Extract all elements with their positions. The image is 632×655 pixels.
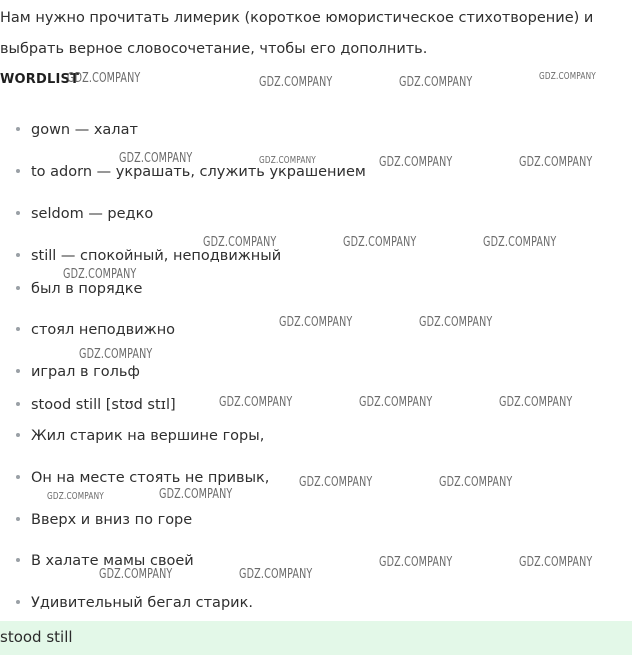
watermark-text: GDZ.COMPANY bbox=[539, 71, 596, 82]
watermark-text: GDZ.COMPANY bbox=[379, 555, 453, 570]
list-item: Удивительный бегал старик. bbox=[16, 595, 253, 611]
watermark-text: GDZ.COMPANY bbox=[499, 395, 573, 410]
list-item: Вверх и вниз по горе bbox=[16, 512, 192, 528]
list-item: stood still [stʊd stɪl] bbox=[16, 397, 176, 413]
watermark-text: GDZ.COMPANY bbox=[519, 555, 593, 570]
bullet-icon bbox=[16, 369, 20, 373]
bullet-icon bbox=[16, 169, 20, 173]
wordlist-heading: WORDLIST bbox=[0, 72, 80, 87]
watermark-text: GDZ.COMPANY bbox=[483, 235, 557, 250]
list-item: стоял неподвижно bbox=[16, 322, 175, 338]
watermark-text: GDZ.COMPANY bbox=[159, 487, 233, 502]
list-item: Он на месте стоять не привык, bbox=[16, 470, 269, 486]
watermark-text: GDZ.COMPANY bbox=[259, 155, 316, 166]
list-item: to adorn — украшать, служить украшением bbox=[16, 164, 366, 180]
watermark-text: GDZ.COMPANY bbox=[219, 395, 293, 410]
bullet-icon bbox=[16, 475, 20, 479]
watermark-text: GDZ.COMPANY bbox=[279, 315, 353, 330]
answer-box bbox=[0, 621, 632, 655]
bullet-icon bbox=[16, 402, 20, 406]
list-item: seldom — редко bbox=[16, 206, 153, 222]
watermark-text: GDZ.COMPANY bbox=[47, 491, 104, 502]
watermark-text: GDZ.COMPANY bbox=[379, 155, 453, 170]
bullet-icon bbox=[16, 433, 20, 437]
watermark-text: GDZ.COMPANY bbox=[519, 155, 593, 170]
intro-paragraph: Нам нужно прочитать лимерик (короткое юмористическое стихотворение) и выбрать верное словосочетание, чтобы его дополнить. bbox=[0, 10, 594, 57]
watermark-text: GDZ.COMPANY bbox=[259, 75, 333, 90]
list-item: играл в гольф bbox=[16, 364, 140, 380]
watermark-text: GDZ.COMPANY bbox=[63, 267, 137, 282]
list-item: gown — халат bbox=[16, 122, 138, 138]
bullet-icon bbox=[16, 327, 20, 331]
watermark-text: GDZ.COMPANY bbox=[79, 347, 153, 362]
bullet-icon bbox=[16, 600, 20, 604]
bullet-icon bbox=[16, 253, 20, 257]
watermark-text: GDZ.COMPANY bbox=[359, 395, 433, 410]
bullet-icon bbox=[16, 127, 20, 131]
list-item: still — спокойный, неподвижный bbox=[16, 248, 281, 264]
list-item: был в порядке bbox=[16, 281, 142, 297]
watermark-text: GDZ.COMPANY bbox=[119, 151, 193, 166]
watermark-text: GDZ.COMPANY bbox=[419, 315, 493, 330]
bullet-icon bbox=[16, 211, 20, 215]
watermark-text: GDZ.COMPANY bbox=[203, 235, 277, 250]
bullet-icon bbox=[16, 286, 20, 290]
watermark-text: GDZ.COMPANY bbox=[299, 475, 373, 490]
watermark-text: GDZ.COMPANY bbox=[99, 567, 173, 582]
bullet-icon bbox=[16, 517, 20, 521]
bullet-icon bbox=[16, 558, 20, 562]
watermark-text: GDZ.COMPANY bbox=[239, 567, 313, 582]
list-item: Жил старик на вершине горы, bbox=[16, 428, 264, 444]
list-item: В халате мамы своей bbox=[16, 553, 194, 569]
watermark-text: GDZ.COMPANY bbox=[399, 75, 473, 90]
answer-text: stood still bbox=[0, 628, 73, 646]
watermark-text: GDZ.COMPANY bbox=[67, 71, 141, 86]
watermark-text: GDZ.COMPANY bbox=[343, 235, 417, 250]
watermark-text: GDZ.COMPANY bbox=[439, 475, 513, 490]
